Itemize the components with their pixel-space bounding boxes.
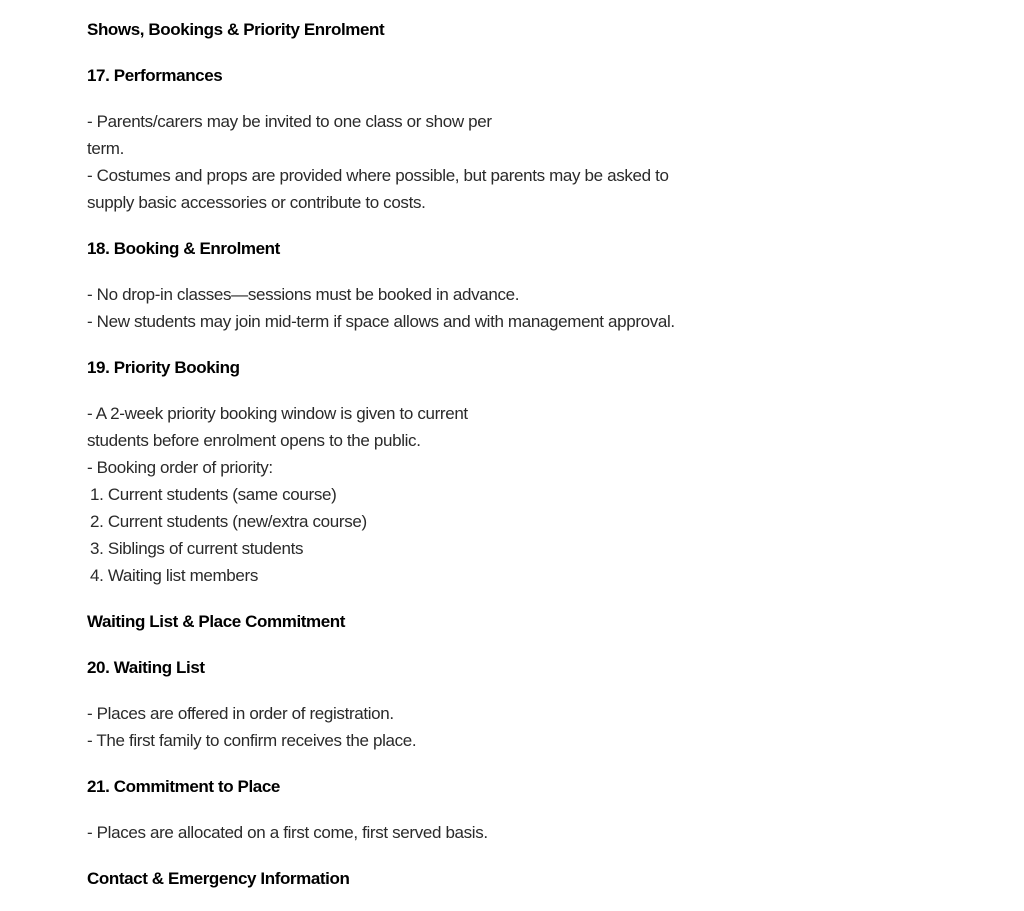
priority-list-item: 4. Waiting list members: [90, 566, 258, 585]
text-line: students before enrolment opens to the public.: [87, 431, 421, 450]
section-heading-priority-booking: 19. Priority Booking: [87, 358, 240, 377]
text-line: - Costumes and props are provided where possible, but parents may be asked to: [87, 166, 669, 185]
text-line: - New students may join mid-term if space allows and with management approval.: [87, 312, 675, 331]
priority-list-item: 2. Current students (new/extra course): [90, 512, 367, 531]
text-line: term.: [87, 139, 124, 158]
text-line: - Places are offered in order of registration.: [87, 704, 394, 723]
section-heading-contact-emergency: Contact & Emergency Information: [87, 869, 350, 888]
section-heading-booking-enrolment: 18. Booking & Enrolment: [87, 239, 280, 258]
text-line: - Parents/carers may be invited to one class or show per: [87, 112, 492, 131]
text-line: supply basic accessories or contribute to costs.: [87, 193, 426, 212]
section-heading-shows-bookings: Shows, Bookings & Priority Enrolment: [87, 20, 385, 39]
text-line: - No drop-in classes—sessions must be booked in advance.: [87, 285, 520, 304]
commitment-to-place-paragraph: [87, 819, 987, 846]
document-body: [87, 16, 987, 911]
priority-booking-paragraph: [87, 400, 987, 589]
section-heading-performances: 17. Performances: [87, 66, 223, 85]
priority-list-item: 1. Current students (same course): [90, 485, 337, 504]
text-line: - Places are allocated on a first come, first served basis.: [87, 823, 488, 842]
waiting-list-paragraph: [87, 700, 987, 754]
performances-paragraph: [87, 108, 987, 216]
text-line: - A 2-week priority booking window is given to current: [87, 404, 468, 423]
section-heading-waiting-list: 20. Waiting List: [87, 658, 205, 677]
text-line: - The first family to confirm receives the place.: [87, 731, 417, 750]
text-line: - Booking order of priority:: [87, 458, 273, 477]
section-heading-waiting-list-commitment: Waiting List & Place Commitment: [87, 612, 346, 631]
priority-list-item: 3. Siblings of current students: [90, 539, 304, 558]
booking-enrolment-paragraph: [87, 281, 987, 335]
section-heading-commitment-to-place: 21. Commitment to Place: [87, 777, 280, 796]
